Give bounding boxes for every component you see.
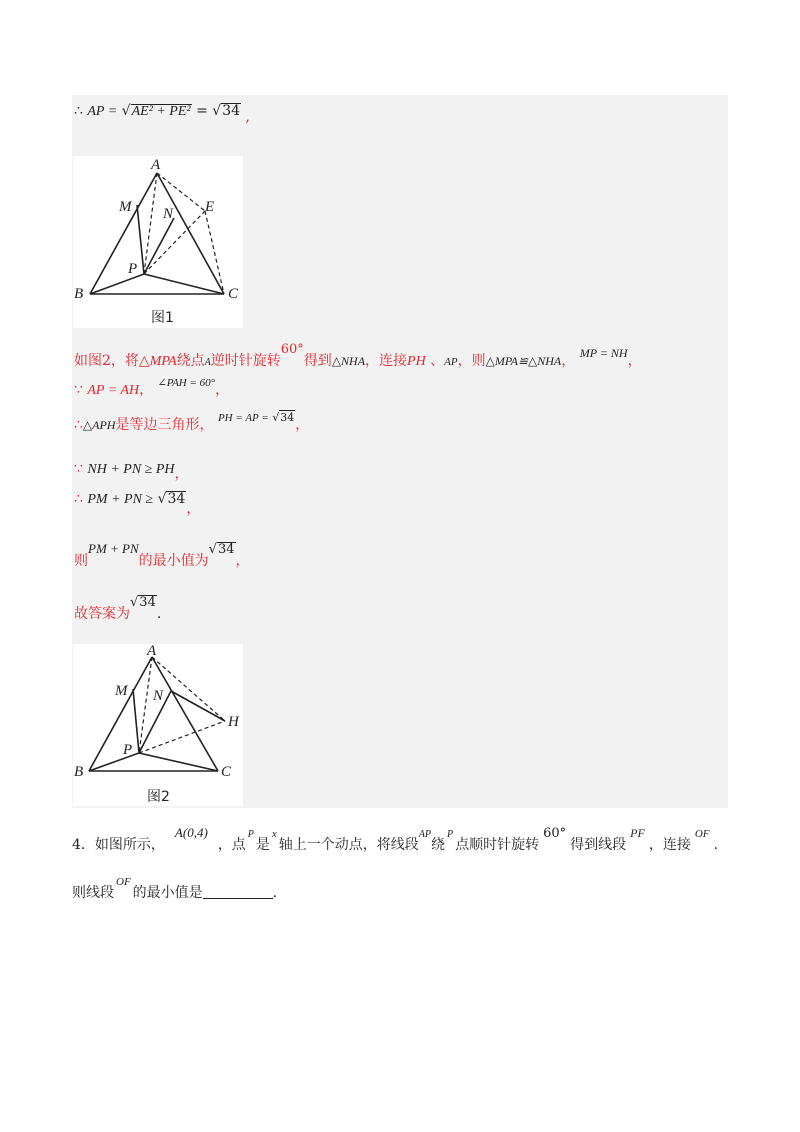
math-point-p: P bbox=[447, 829, 454, 840]
text: 轴上一个动点，将线段 bbox=[278, 837, 419, 853]
text: 得到线段 bbox=[570, 837, 627, 853]
label-a: A bbox=[151, 157, 161, 173]
math-point-a: A bbox=[204, 357, 211, 368]
text: ， bbox=[174, 466, 189, 482]
figure-1 bbox=[73, 156, 243, 328]
figure-2-caption: 图2 bbox=[147, 789, 170, 805]
proof-line-3 bbox=[74, 377, 230, 400]
sqrt-icon: √ bbox=[272, 411, 280, 424]
math-pf: PF bbox=[630, 826, 645, 840]
proof-line-5 bbox=[74, 460, 189, 482]
text: 是等边三角形， bbox=[115, 417, 214, 433]
math-ap-ah: AP = AH bbox=[87, 383, 140, 398]
text: ， bbox=[186, 501, 201, 517]
math-radicand: 34 bbox=[280, 411, 295, 424]
text: 点顺时针旋转 bbox=[455, 837, 540, 853]
question-number: 4． bbox=[72, 837, 95, 853]
sqrt-icon: √ bbox=[212, 103, 222, 119]
math-angle-60: 60° bbox=[280, 342, 304, 357]
text: 的最小值是 bbox=[132, 885, 203, 901]
label-m: M bbox=[119, 199, 132, 215]
text: 逆时针旋转 bbox=[210, 353, 281, 369]
math-of: OF bbox=[694, 828, 710, 840]
math-pm-pn: PM + PN bbox=[88, 541, 139, 556]
text: ，则 bbox=[457, 353, 486, 369]
text: ，点 bbox=[217, 837, 246, 853]
label-p: P bbox=[123, 742, 133, 758]
answer-blank[interactable] bbox=[203, 898, 273, 899]
text: ，连接 bbox=[365, 353, 408, 369]
proof-line-8 bbox=[74, 595, 162, 624]
text: ， bbox=[235, 553, 250, 569]
text: 、 bbox=[430, 353, 445, 369]
math-radicand: 34 bbox=[222, 103, 241, 119]
text: ，连接 bbox=[648, 837, 691, 853]
punctuation: , bbox=[245, 109, 250, 125]
math-point-a: A(0,4) bbox=[174, 825, 208, 840]
proof-line-2 bbox=[74, 342, 642, 372]
label-m: M bbox=[115, 683, 128, 699]
math-ph: PH bbox=[407, 354, 426, 369]
equals-sign: = bbox=[196, 103, 208, 119]
math-radicand: 34 bbox=[217, 542, 235, 557]
label-p: P bbox=[128, 261, 138, 277]
math-radicand: 34 bbox=[139, 595, 156, 610]
math-triangle-nha: △NHA bbox=[331, 354, 366, 368]
therefore-symbol: ∴ bbox=[74, 491, 83, 507]
math-ap: AP bbox=[444, 356, 458, 368]
text: 得到 bbox=[303, 353, 332, 369]
math-angle-pah: ∠PAH = 60° bbox=[157, 377, 216, 389]
text: . bbox=[272, 885, 278, 901]
label-c: C bbox=[221, 764, 232, 780]
question-4-line-1 bbox=[72, 825, 718, 856]
math-triangle-mpa: △MPA bbox=[138, 354, 177, 369]
sqrt-icon: √ bbox=[157, 491, 167, 507]
text: 如图2，将 bbox=[74, 353, 139, 369]
label-b: B bbox=[74, 764, 84, 780]
figure-2-diagram bbox=[73, 644, 243, 806]
figure-1-caption: 图1 bbox=[151, 310, 174, 326]
math-inequality: PM + PN ≥ bbox=[87, 492, 154, 507]
text: ， bbox=[561, 353, 576, 369]
because-symbol: ∵ bbox=[74, 382, 83, 398]
label-n: N bbox=[163, 206, 174, 222]
proof-line-6 bbox=[74, 490, 201, 517]
proof-line-7 bbox=[74, 541, 250, 571]
label-b: B bbox=[74, 286, 84, 302]
proof-line-1 bbox=[74, 102, 250, 125]
math-angle-60: 60° bbox=[543, 826, 567, 841]
label-h: H bbox=[228, 714, 239, 730]
text: 如图所示， bbox=[94, 837, 165, 853]
math-point-p: P bbox=[247, 829, 254, 840]
text: 绕点 bbox=[176, 353, 205, 369]
label-c: C bbox=[228, 286, 239, 302]
question-4-line-2 bbox=[72, 876, 278, 903]
math-ap: AP = bbox=[87, 104, 118, 119]
text: 则线段 bbox=[72, 885, 114, 901]
label-a: A bbox=[147, 644, 157, 659]
figure-1-diagram bbox=[73, 156, 243, 328]
label-n: N bbox=[153, 688, 164, 704]
math-ph-equation bbox=[218, 411, 295, 424]
math-of: OF bbox=[116, 876, 131, 888]
therefore-symbol: ∴ bbox=[74, 417, 83, 433]
figure-2 bbox=[73, 644, 243, 806]
sqrt-icon: √ bbox=[121, 103, 131, 119]
text: 绕 bbox=[431, 837, 445, 853]
math-triangle-aph: △APH bbox=[82, 418, 116, 432]
text: 故答案为 bbox=[74, 606, 130, 622]
math-congruence: △MPA≌△NHA bbox=[485, 354, 562, 368]
text: . bbox=[156, 606, 162, 622]
text: ， bbox=[627, 353, 642, 369]
math-ap: AP bbox=[418, 829, 431, 840]
math-ph-ap: PH = AP = bbox=[217, 412, 269, 424]
text: ， bbox=[215, 382, 230, 398]
text: . bbox=[713, 837, 718, 853]
text: ， bbox=[295, 417, 310, 433]
math-inequality: NH + PN ≥ PH bbox=[87, 462, 175, 477]
text: ， bbox=[139, 382, 154, 398]
text: 是 bbox=[255, 837, 270, 853]
math-x: x bbox=[271, 828, 277, 840]
sqrt-icon: √ bbox=[208, 542, 217, 557]
label-e: E bbox=[205, 199, 215, 215]
therefore-symbol: ∴ bbox=[74, 103, 83, 119]
sqrt-icon: √ bbox=[130, 595, 139, 610]
because-symbol: ∵ bbox=[74, 461, 83, 477]
math-mp-nh: MP = NH bbox=[579, 346, 628, 360]
math-radicand: AE² + PE² bbox=[131, 104, 191, 119]
proof-line-4 bbox=[74, 411, 310, 435]
text: 的最小值为 bbox=[138, 553, 209, 569]
text: 则 bbox=[74, 553, 88, 569]
math-radicand: 34 bbox=[167, 491, 186, 507]
